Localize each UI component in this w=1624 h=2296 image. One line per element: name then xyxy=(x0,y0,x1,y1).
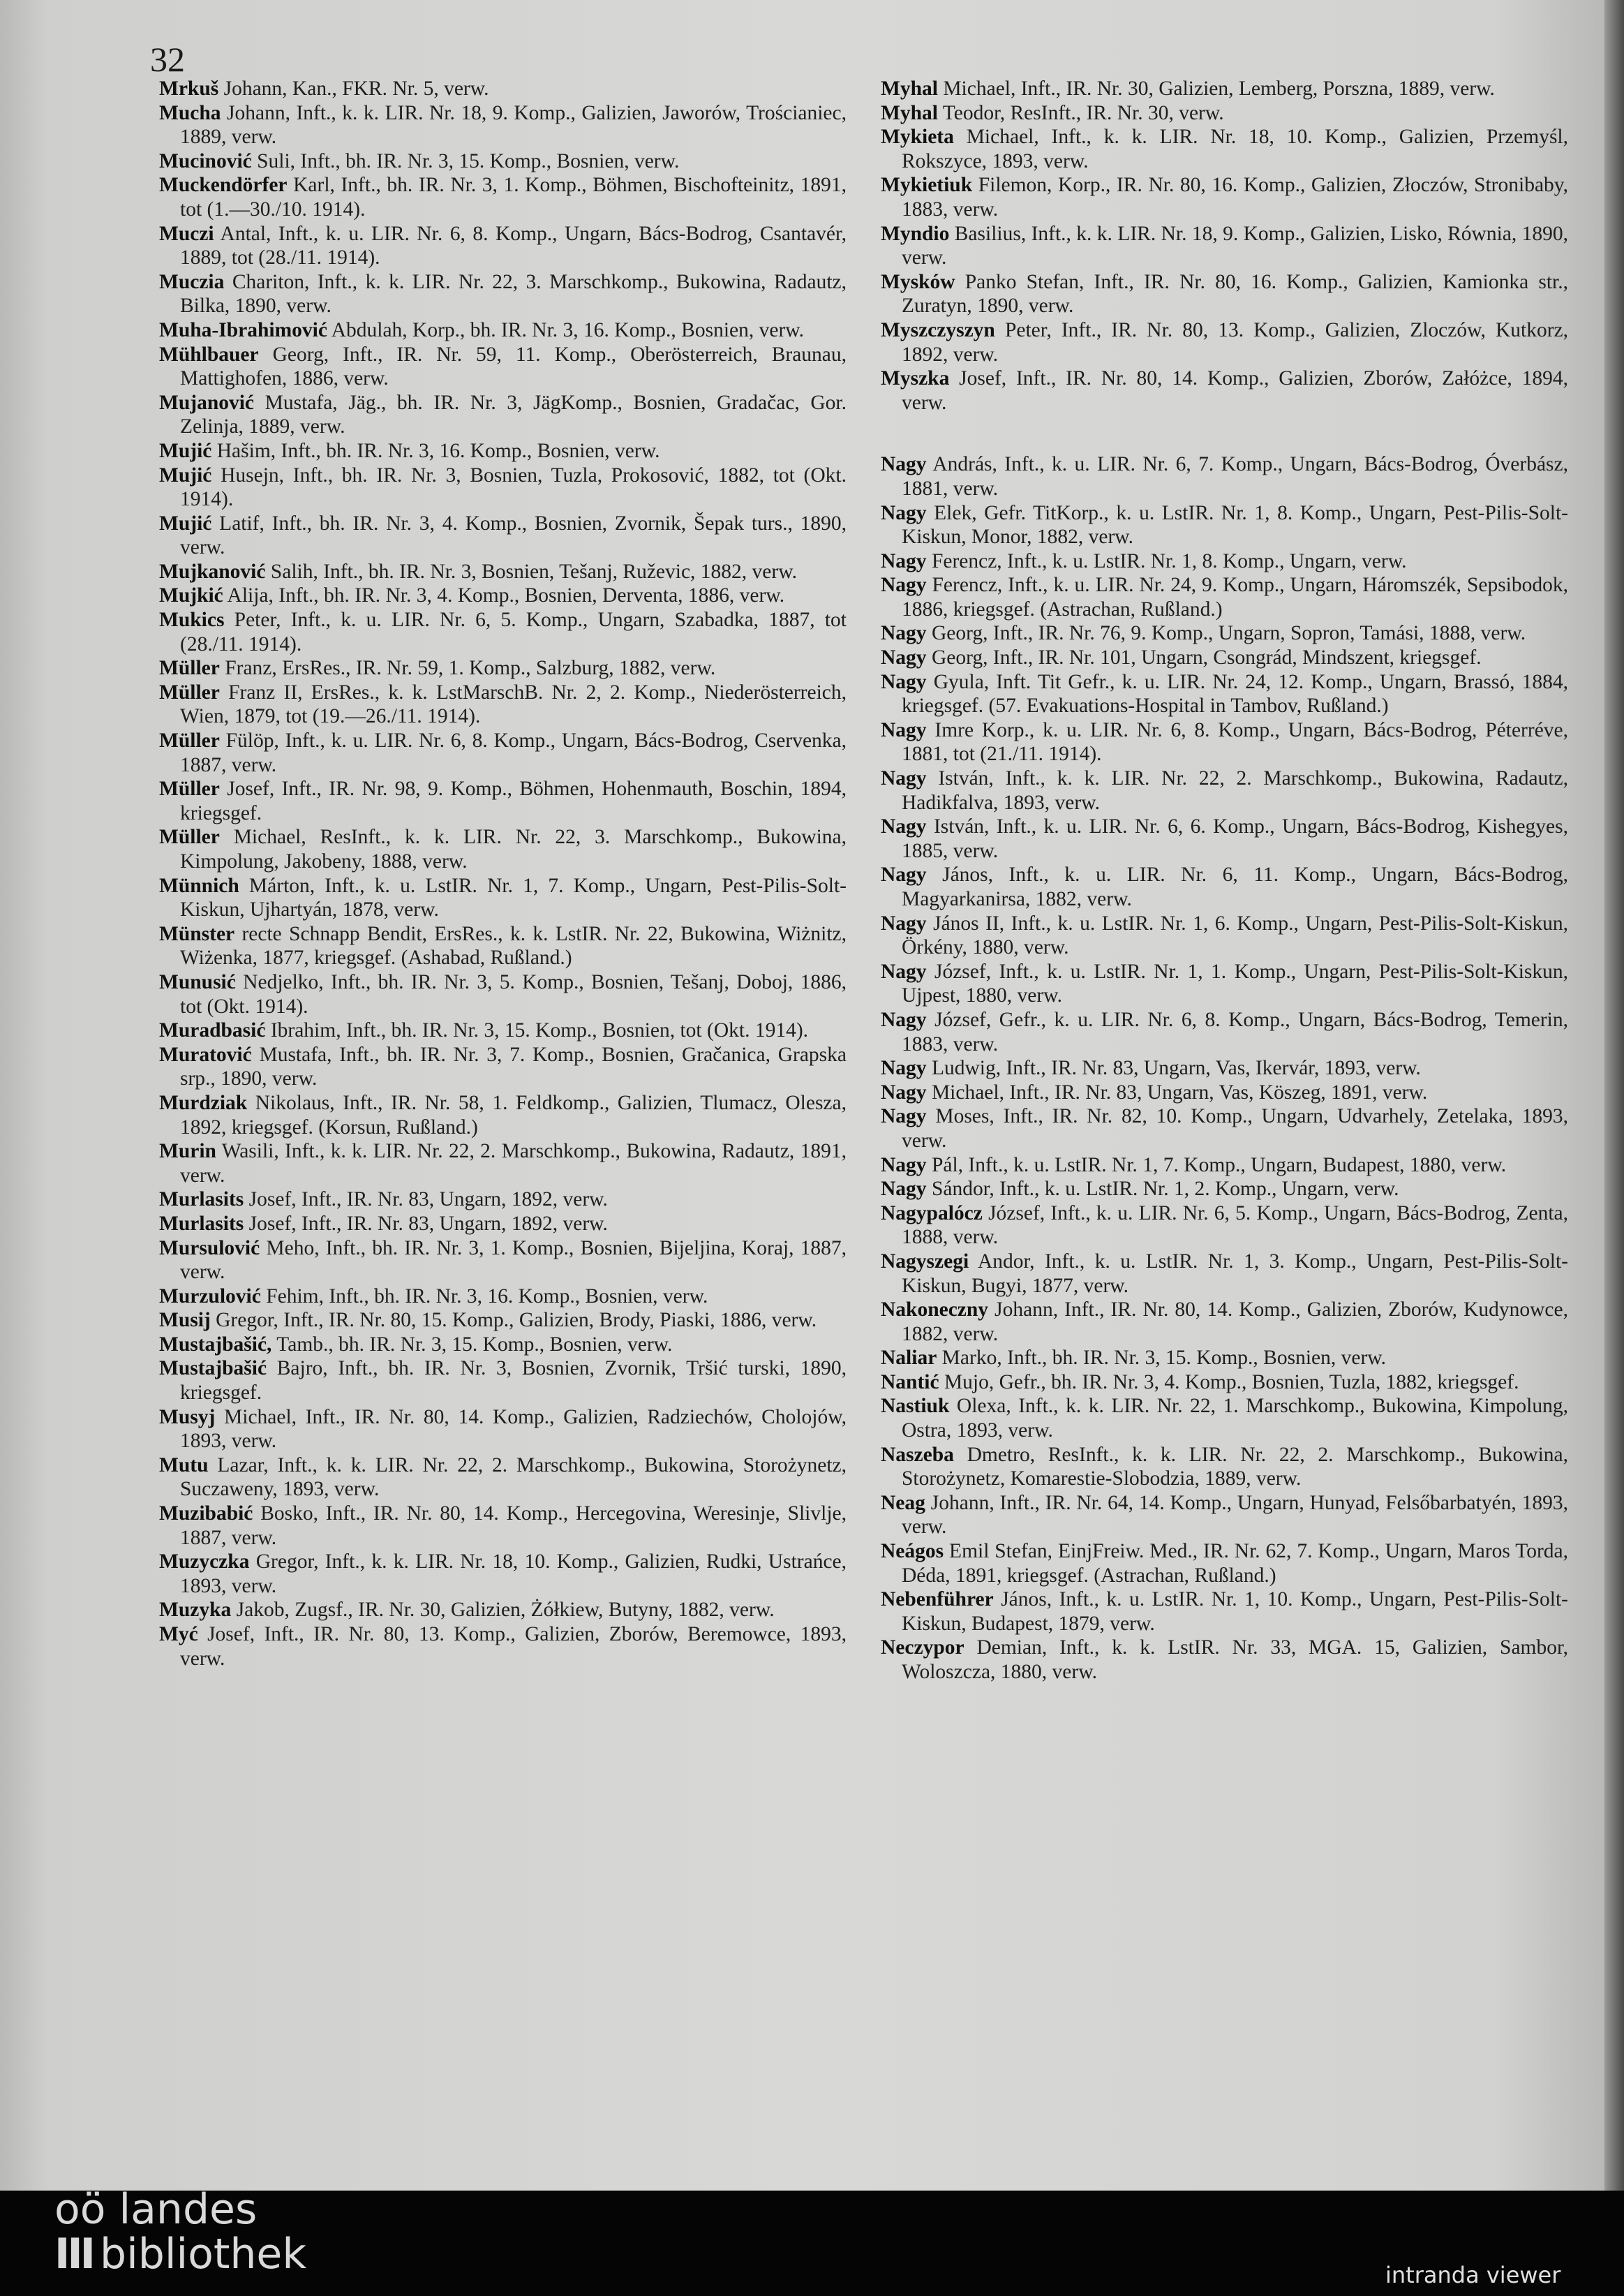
register-entry xyxy=(159,222,847,270)
entry-details: Peter, Inft., IR. Nr. 80, 13. Komp., Galizien, Zloczów, Kutkorz, 1892, verw. xyxy=(902,318,1568,366)
register-entry xyxy=(881,173,1568,221)
entry-surname: Nagy xyxy=(881,646,927,669)
entry-surname: Mustajbašić, xyxy=(159,1333,272,1356)
entry-surname: Mykietiuk xyxy=(881,174,973,197)
entry-details: Michael, Inft., IR. Nr. 80, 14. Komp., Galizien, Radziechów, Cholojów, 1893, verw. xyxy=(180,1405,847,1453)
entry-details: Mustafa, Inft., bh. IR. Nr. 3, 7. Komp., Bosnien, Gračanica, Grapska srp., 1890, verw. xyxy=(180,1043,847,1090)
entry-details: Elek, Gefr. TitKorp., k. u. LstIR. Nr. 1, 8. Komp., Ungarn, Pest-Pilis-Solt-Kiskun, Monor, 1882, verw. xyxy=(902,501,1568,549)
entry-surname: Neágos xyxy=(881,1540,944,1563)
entry-surname: Mujkanović xyxy=(159,560,266,583)
entry-details: Johann, Inft., IR. Nr. 64, 14. Komp., Ungarn, Hunyad, Felsőbarbatyén, 1893, verw. xyxy=(902,1491,1569,1539)
entry-details: Ibrahim, Inft., bh. IR. Nr. 3, 15. Komp., Bosnien, tot (Okt. 1914). xyxy=(270,1019,809,1042)
entry-surname: Myć xyxy=(159,1623,198,1645)
logo-line-2-text: bibliothek xyxy=(99,2230,307,2279)
logo-bars-icon: III xyxy=(54,2230,93,2279)
entry-surname: Murin xyxy=(159,1140,216,1163)
register-entry xyxy=(159,681,847,729)
entry-surname: Nantić xyxy=(881,1370,939,1393)
register-entry xyxy=(881,815,1568,863)
register-entry xyxy=(881,1104,1568,1153)
entry-surname: Myhal xyxy=(881,77,938,100)
entry-details: István, Inft., k. u. LIR. Nr. 6, 6. Komp., Ungarn, Bács-Bodrog, Kishegyes, 1885, verw. xyxy=(902,815,1568,862)
entry-surname: Mrkuš xyxy=(159,77,219,100)
entry-surname: Münster xyxy=(159,922,235,945)
entry-details: Franz, ErsRes., IR. Nr. 59, 1. Komp., Salzburg, 1882, verw. xyxy=(225,657,716,680)
register-entry xyxy=(881,912,1568,960)
entry-details: Ferencz, Inft., k. u. LIR. Nr. 24, 9. Komp., Ungarn, Háromszék, Sepsibodok, 1886, kriegsgef. (Astrachan, Rußland.) xyxy=(902,574,1568,621)
register-entry xyxy=(881,646,1568,670)
register-entry xyxy=(881,1394,1568,1442)
entry-surname: Muzyczka xyxy=(159,1550,250,1573)
entry-surname: Nebenführer xyxy=(881,1588,994,1611)
entry-details: Alija, Inft., bh. IR. Nr. 3, 4. Komp., Bosnien, Derventa, 1886, verw. xyxy=(227,584,785,607)
register-entry xyxy=(881,125,1568,173)
entry-surname: Murdziak xyxy=(159,1091,248,1114)
register-entry xyxy=(881,1153,1568,1178)
register-entry xyxy=(159,464,847,512)
entry-surname: Mujić xyxy=(159,464,212,487)
register-entry xyxy=(159,1550,847,1598)
register-entry xyxy=(159,1284,847,1309)
entry-surname: Nagy xyxy=(881,1178,927,1201)
entry-details: József, Inft., k. u. LstIR. Nr. 1, 1. Komp., Ungarn, Pest-Pilis-Solt-Kiskun, Ujpest, 1880, verw. xyxy=(902,960,1568,1007)
entry-details: Nedjelko, Inft., bh. IR. Nr. 3, 5. Komp., Bosnien, Tešanj, Doboj, 1886, tot (Okt. 1914). xyxy=(180,970,847,1018)
register-entry xyxy=(159,343,847,391)
entry-details: Gregor, Inft., k. k. LIR. Nr. 18, 10. Komp., Galizien, Rudki, Ustrańce, 1893, verw. xyxy=(180,1550,847,1597)
entry-details: Latif, Inft., bh. IR. Nr. 3, 4. Komp., Bosnien, Zvornik, Šepak turs., 1890, verw. xyxy=(180,512,847,559)
entry-surname: Musyj xyxy=(159,1405,216,1428)
entry-surname: Naszeba xyxy=(881,1443,954,1466)
entry-surname: Mykieta xyxy=(881,126,954,149)
entry-details: Georg, Inft., IR. Nr. 59, 11. Komp., Oberösterreich, Braunau, Mattighofen, 1886, verw. xyxy=(180,343,847,390)
entry-surname: Nagy xyxy=(881,1057,927,1080)
register-entry xyxy=(159,560,847,584)
entry-details: Michael, Inft., k. k. LIR. Nr. 18, 10. Komp., Galizien, Przemyśl, Rokszyce, 1893, verw. xyxy=(902,126,1569,172)
register-entry xyxy=(159,1187,847,1212)
entry-details: Lazar, Inft., k. k. LIR. Nr. 22, 2. Marschkomp., Bukowina, Storożynetz, Suczaweny, 1893, verw. xyxy=(180,1453,847,1501)
register-entry xyxy=(881,766,1568,815)
entry-surname: Nagy xyxy=(881,453,927,476)
register-entry xyxy=(159,922,847,970)
register-entry xyxy=(159,1333,847,1357)
entry-surname: Murzulović xyxy=(159,1284,261,1308)
register-entry xyxy=(159,608,847,656)
entry-surname: Nastiuk xyxy=(881,1395,950,1418)
entry-surname: Munusić xyxy=(159,970,236,993)
entry-surname: Muckendörfer xyxy=(159,174,288,197)
entry-surname: Müller xyxy=(159,681,220,704)
entry-surname: Myszka xyxy=(881,367,950,390)
register-entry xyxy=(159,970,847,1019)
entry-surname: Müller xyxy=(159,826,220,849)
entry-surname: Muratović xyxy=(159,1043,252,1066)
entry-surname: Mujić xyxy=(159,512,212,535)
register-entry xyxy=(881,1201,1568,1250)
logo-line-2 xyxy=(54,2230,307,2279)
entry-details: István, Inft., k. k. LIR. Nr. 22, 2. Marschkomp., Bukowina, Radautz, Hadikfalva, 1893, verw. xyxy=(902,767,1569,814)
entry-surname: Myndio xyxy=(881,222,950,245)
entry-surname: Muczi xyxy=(159,222,214,245)
entry-surname: Muczia xyxy=(159,270,225,293)
entry-surname: Mucinović xyxy=(159,149,252,172)
entry-surname: Nagy xyxy=(881,1105,927,1128)
right-column-bottom-block xyxy=(881,452,1568,1684)
register-entry xyxy=(881,501,1568,549)
right-column xyxy=(881,77,1568,1684)
entry-details: Márton, Inft., k. u. LstIR. Nr. 1, 7. Komp., Ungarn, Pest-Pilis-Solt-Kiskun, Ujhartyán, 1878, verw. xyxy=(180,874,847,921)
entry-surname: Nagy xyxy=(881,549,927,572)
entry-surname: Nakoneczny xyxy=(881,1298,989,1321)
entry-surname: Nagy xyxy=(881,767,927,790)
entry-surname: Nagy xyxy=(881,501,927,524)
entry-details: Dmetro, ResInft., k. k. LIR. Nr. 22, 2. Marschkomp., Bukowina, Storożynetz, Komarestie-Slobodzia, 1889, verw. xyxy=(902,1443,1569,1490)
register-entry xyxy=(159,318,847,343)
entry-surname: Müller xyxy=(159,657,220,680)
register-entry xyxy=(159,77,847,101)
register-entry xyxy=(159,825,847,873)
entry-surname: Naliar xyxy=(881,1347,937,1370)
register-entry xyxy=(159,656,847,681)
register-entry xyxy=(881,101,1568,126)
entry-details: Josef, Inft., IR. Nr. 83, Ungarn, 1892, verw. xyxy=(248,1188,608,1211)
entry-details: Jakob, Zugsf., IR. Nr. 30, Galizien, Żółkiew, Butyny, 1882, verw. xyxy=(236,1599,775,1622)
register-entry xyxy=(881,863,1568,911)
page-edge xyxy=(1604,0,1624,2191)
entry-details: Sándor, Inft., k. u. LstIR. Nr. 1, 2. Komp., Ungarn, verw. xyxy=(931,1178,1399,1201)
entry-details: Johann, Kan., FKR. Nr. 5, verw. xyxy=(223,77,489,100)
logo-line-1: oö landes xyxy=(54,2185,258,2234)
entry-details: Gregor, Inft., IR. Nr. 80, 15. Komp., Galizien, Brody, Piaski, 1886, verw. xyxy=(216,1309,817,1332)
register-entry xyxy=(159,1453,847,1502)
entry-details: Filemon, Korp., IR. Nr. 80, 16. Komp., Galizien, Złoczów, Stronibaby, 1883, verw. xyxy=(902,174,1568,221)
register-entry xyxy=(881,621,1568,646)
entry-surname: Neag xyxy=(881,1491,925,1514)
entry-surname: Muzibabić xyxy=(159,1502,253,1525)
entry-details: Ludwig, Inft., IR. Nr. 83, Ungarn, Vas, Ikervár, 1893, verw. xyxy=(931,1057,1421,1080)
entry-details: János, Inft., k. u. LIR. Nr. 6, 11. Komp., Ungarn, Bács-Bodrog, Magyarkanirsa, 1882, verw. xyxy=(902,864,1568,910)
viewer-label: intranda viewer xyxy=(1385,2262,1561,2288)
entry-surname: Myszczyszyn xyxy=(881,318,995,341)
register-entry xyxy=(159,874,847,922)
register-entry xyxy=(159,512,847,560)
entry-surname: Myhal xyxy=(881,101,938,124)
entry-surname: Muzyka xyxy=(159,1599,232,1622)
entry-details: János, Inft., k. u. LstIR. Nr. 1, 10. Komp., Ungarn, Pest-Pilis-Solt-Kiskun, Budapest, 1879, verw. xyxy=(902,1588,1568,1635)
entry-details: Bajro, Inft., bh. IR. Nr. 3, Bosnien, Zvornik, Tršić turski, 1890, kriegsgef. xyxy=(180,1357,847,1405)
entry-details: Johann, Inft., k. k. LIR. Nr. 18, 9. Komp., Galizien, Jaworów, Trościaniec, 1889, verw. xyxy=(180,101,847,149)
entry-details: Teodor, ResInft., IR. Nr. 30, verw. xyxy=(942,101,1224,124)
entry-details: Fehim, Inft., bh. IR. Nr. 3, 16. Komp., Bosnien, verw. xyxy=(266,1284,708,1308)
entry-details: Olexa, Inft., k. k. LIR. Nr. 22, 1. Marschkomp., Bukowina, Kimpolung, Ostra, 1893, verw. xyxy=(902,1395,1568,1442)
entry-surname: Murlasits xyxy=(159,1212,244,1235)
entry-details: Emil Stefan, EinjFreiw. Med., IR. Nr. 62, 7. Komp., Ungarn, Maros Torda, Déda, 1891, kriegsgef. (Astrachan, Rußland.) xyxy=(902,1540,1569,1587)
register-entry xyxy=(159,439,847,464)
register-entry xyxy=(881,452,1568,501)
entry-details: Imre Korp., k. u. LIR. Nr. 6, 8. Komp., Ungarn, Bács-Bodrog, Péterréve, 1881, tot (21./11. 1914). xyxy=(902,718,1569,766)
entry-surname: Münnich xyxy=(159,874,239,897)
entry-details: Josef, Inft., IR. Nr. 98, 9. Komp., Böhmen, Hohenmauth, Boschin, 1894, kriegsgef. xyxy=(180,778,847,824)
register-entry xyxy=(881,1250,1568,1298)
entry-surname: Murlasits xyxy=(159,1188,244,1211)
entry-details: Marko, Inft., bh. IR. Nr. 3, 15. Komp., Bosnien, verw. xyxy=(941,1347,1387,1370)
left-column xyxy=(159,77,847,1671)
register-entry xyxy=(159,270,847,318)
entry-details: Basilius, Inft., k. k. LIR. Nr. 18, 9. Komp., Galizien, Lisko, Równia, 1890, verw. xyxy=(902,222,1569,269)
register-entry xyxy=(159,1356,847,1405)
entry-surname: Nagy xyxy=(881,912,927,935)
register-entry xyxy=(159,777,847,825)
register-entry xyxy=(159,1212,847,1236)
register-entry xyxy=(159,1139,847,1187)
entry-details: Abdulah, Korp., bh. IR. Nr. 3, 16. Komp., Bosnien, verw. xyxy=(331,318,805,341)
entry-details: Fülöp, Inft., k. u. LIR. Nr. 6, 8. Komp., Ungarn, Bács-Bodrog, Cservenka, 1887, verw. xyxy=(180,729,847,776)
entry-details: Josef, Inft., IR. Nr. 80, 13. Komp., Galizien, Zborów, Beremowce, 1893, verw. xyxy=(180,1623,847,1670)
register-entry xyxy=(159,729,847,777)
register-entry xyxy=(159,149,847,174)
entry-surname: Nagyszegi xyxy=(881,1250,969,1273)
entry-details: Chariton, Inft., k. k. LIR. Nr. 22, 3. Marschkomp., Bukowina, Radautz, Bilka, 1890, verw. xyxy=(180,270,847,318)
register-entry xyxy=(881,1587,1568,1636)
register-entry xyxy=(881,960,1568,1008)
register-entry xyxy=(881,1636,1568,1684)
entry-surname: Nagy xyxy=(881,1008,927,1031)
entry-details: Husejn, Inft., bh. IR. Nr. 3, Bosnien, Tuzla, Prokosović, 1882, tot (Okt. 1914). xyxy=(180,464,847,511)
entry-details: Meho, Inft., bh. IR. Nr. 3, 1. Komp., Bosnien, Bijeljina, Koraj, 1887, verw. xyxy=(180,1236,847,1284)
register-entry xyxy=(881,366,1568,415)
register-entry xyxy=(881,549,1568,574)
register-entry xyxy=(159,1236,847,1284)
entry-surname: Neczypor xyxy=(881,1636,964,1659)
entry-details: Franz II, ErsRes., k. k. LstMarschB. Nr. 2, 2. Komp., Niederösterreich, Wien, 1879, tot (19.—26./11. 1914). xyxy=(180,681,847,728)
entry-surname: Nagy xyxy=(881,960,927,983)
register-entry xyxy=(881,270,1568,318)
register-entry xyxy=(159,1622,847,1671)
register-entry xyxy=(159,1019,847,1043)
entry-surname: Mysków xyxy=(881,270,955,293)
register-entry xyxy=(881,1370,1568,1395)
entry-details: Tamb., bh. IR. Nr. 3, 15. Komp., Bosnien, verw. xyxy=(276,1333,673,1356)
register-entry xyxy=(159,391,847,439)
entry-details: Mujo, Gefr., bh. IR. Nr. 3, 4. Komp., Bosnien, Tuzla, 1882, kriegsgef. xyxy=(944,1370,1519,1393)
entry-details: recte Schnapp Bendit, ErsRes., k. k. LstIR. Nr. 22, Bukowina, Wiżnitz, Wiżenka, 1877, kriegsgef. (Ashabad, Rußland.) xyxy=(180,922,847,970)
entry-details: Georg, Inft., IR. Nr. 76, 9. Komp., Ungarn, Sopron, Tamási, 1888, verw. xyxy=(931,622,1526,645)
section-gap xyxy=(881,415,1568,452)
entry-details: Salih, Inft., bh. IR. Nr. 3, Bosnien, Tešanj, Ruževic, 1882, verw. xyxy=(270,560,797,583)
library-logo[interactable] xyxy=(54,2185,307,2279)
register-entry xyxy=(881,1056,1568,1081)
entry-details: Karl, Inft., bh. IR. Nr. 3, 1. Komp., Böhmen, Bischofteinitz, 1891, tot (1.—30./10. 1914). xyxy=(180,174,847,221)
register-entry xyxy=(881,1298,1568,1346)
register-entry xyxy=(159,1405,847,1453)
entry-details: Georg, Inft., IR. Nr. 101, Ungarn, Csongrád, Mindszent, kriegsgef. xyxy=(931,646,1482,669)
entry-details: Josef, Inft., IR. Nr. 83, Ungarn, 1892, verw. xyxy=(248,1212,608,1235)
entry-surname: Nagy xyxy=(881,670,927,693)
register-entry xyxy=(881,318,1568,366)
entry-surname: Nagy xyxy=(881,718,927,741)
register-entry xyxy=(881,670,1568,718)
entry-details: Panko Stefan, Inft., IR. Nr. 80, 16. Komp., Galizien, Kamionka str., Zuratyn, 1890, verw. xyxy=(902,270,1569,318)
entry-details: Demian, Inft., k. k. LstIR. Nr. 33, MGA. 15, Galizien, Sambor, Woloszcza, 1880, verw. xyxy=(902,1636,1568,1683)
register-entry xyxy=(159,173,847,221)
entry-surname: Müller xyxy=(159,729,220,753)
entry-surname: Müller xyxy=(159,778,220,801)
register-entry xyxy=(881,222,1568,270)
entry-surname: Nagy xyxy=(881,1081,927,1104)
entry-surname: Muradbasić xyxy=(159,1019,266,1042)
register-entry xyxy=(881,1443,1568,1491)
entry-surname: Nagy xyxy=(881,864,927,887)
entry-details: Bosko, Inft., IR. Nr. 80, 14. Komp., Hercegovina, Weresinje, Slivlje, 1887, verw. xyxy=(180,1502,847,1549)
register-entry xyxy=(159,1091,847,1139)
register-entry xyxy=(881,77,1568,101)
entry-surname: Nagypalócz xyxy=(881,1201,983,1224)
entry-details: Peter, Inft., k. u. LIR. Nr. 6, 5. Komp., Ungarn, Szabadka, 1887, tot (28./11. 1914). xyxy=(180,609,847,656)
entry-surname: Mucha xyxy=(159,101,221,124)
register-entry xyxy=(881,1539,1568,1587)
entry-surname: Mustajbašić xyxy=(159,1357,267,1380)
entry-details: Michael, ResInft., k. k. LIR. Nr. 22, 3. Marschkomp., Bukowina, Kimpolung, Jakobeny, 1888, verw. xyxy=(180,826,847,873)
entry-details: Michael, Inft., IR. Nr. 30, Galizien, Lemberg, Porszna, 1889, verw. xyxy=(943,77,1495,100)
entry-details: Gyula, Inft. Tit Gefr., k. u. LIR. Nr. 24, 12. Komp., Ungarn, Brassó, 1884, kriegsgef. (57. Evakuations-Hospital in Tambov, Rußland.) xyxy=(902,670,1569,718)
entry-surname: Nagy xyxy=(881,622,927,645)
register-entry xyxy=(881,1491,1568,1539)
entry-surname: Mutu xyxy=(159,1453,209,1476)
entry-details: Suli, Inft., bh. IR. Nr. 3, 15. Komp., Bosnien, verw. xyxy=(257,149,680,172)
entry-details: József, Inft., k. u. LIR. Nr. 6, 5. Komp., Ungarn, Bács-Bodrog, Zenta, 1888, verw. xyxy=(902,1201,1568,1249)
entry-surname: Mühlbauer xyxy=(159,343,259,366)
entry-details: Antal, Inft., k. u. LIR. Nr. 6, 8. Komp., Ungarn, Bács-Bodrog, Csantavér, 1889, tot (28./11. 1914). xyxy=(180,222,847,269)
register-entry xyxy=(159,1598,847,1622)
register-entry xyxy=(159,1043,847,1091)
entry-details: Wasili, Inft., k. k. LIR. Nr. 22, 2. Marschkomp., Bukowina, Radautz, 1891, verw. xyxy=(180,1140,847,1187)
entry-details: Josef, Inft., IR. Nr. 80, 14. Komp., Galizien, Zborów, Załóżce, 1894, verw. xyxy=(902,367,1568,414)
entry-surname: Nagy xyxy=(881,1153,927,1176)
entry-details: Ferencz, Inft., k. u. LstIR. Nr. 1, 8. Komp., Ungarn, verw. xyxy=(931,549,1407,572)
register-entry xyxy=(881,1177,1568,1201)
entry-details: Johann, Inft., IR. Nr. 80, 14. Komp., Galizien, Zborów, Kudynowce, 1882, verw. xyxy=(902,1298,1568,1345)
entry-surname: Mujkić xyxy=(159,584,223,607)
entry-details: Pál, Inft., k. u. LstIR. Nr. 1, 7. Komp., Ungarn, Budapest, 1880, verw. xyxy=(931,1153,1507,1176)
register-entry xyxy=(159,101,847,149)
entry-surname: Mursulović xyxy=(159,1236,260,1259)
register-entry xyxy=(881,1008,1568,1056)
register-entry xyxy=(159,1502,847,1550)
entry-surname: Mujić xyxy=(159,439,212,462)
entry-details: Moses, Inft., IR. Nr. 82, 10. Komp., Ungarn, Udvarhely, Zetelaka, 1893, verw. xyxy=(902,1105,1568,1152)
register-entry xyxy=(881,573,1568,621)
entry-details: János II, Inft., k. u. LstIR. Nr. 1, 6. Komp., Ungarn, Pest-Pilis-Solt-Kiskun, Örkény, 1880, verw. xyxy=(902,912,1568,959)
entry-details: András, Inft., k. u. LIR. Nr. 6, 7. Komp., Ungarn, Bács-Bodrog, Óverbász, 1881, verw. xyxy=(902,453,1568,500)
entry-details: Hašim, Inft., bh. IR. Nr. 3, 16. Komp., Bosnien, verw. xyxy=(216,439,660,462)
entry-details: József, Gefr., k. u. LIR. Nr. 6, 8. Komp., Ungarn, Bács-Bodrog, Temerin, 1883, verw. xyxy=(902,1008,1568,1056)
entry-surname: Musij xyxy=(159,1309,211,1332)
register-entry xyxy=(159,1308,847,1333)
page-number: 32 xyxy=(150,40,185,79)
register-entry xyxy=(881,1346,1568,1370)
register-entry xyxy=(881,718,1568,766)
entry-surname: Nagy xyxy=(881,574,927,597)
register-entry xyxy=(881,1081,1568,1105)
register-entry xyxy=(159,584,847,608)
entry-surname: Nagy xyxy=(881,815,927,838)
right-column-top-block xyxy=(881,77,1568,415)
entry-surname: Mujanović xyxy=(159,391,255,414)
entry-details: Nikolaus, Inft., IR. Nr. 58, 1. Feldkomp., Galizien, Tlumacz, Olesza, 1892, kriegsgef. (Korsun, Rußland.) xyxy=(180,1091,847,1139)
entry-details: Mustafa, Jäg., bh. IR. Nr. 3, JägKomp., Bosnien, Gradačac, Gor. Zelinja, 1889, verw. xyxy=(180,391,847,438)
entry-surname: Muha-Ibrahimović xyxy=(159,318,327,341)
entry-details: Andor, Inft., k. u. LstIR. Nr. 1, 3. Komp., Ungarn, Pest-Pilis-Solt-Kiskun, Bugyi, 1877, verw. xyxy=(902,1250,1568,1297)
entry-surname: Mukics xyxy=(159,609,225,632)
entry-details: Michael, Inft., IR. Nr. 83, Ungarn, Vas, Köszeg, 1891, verw. xyxy=(931,1081,1428,1104)
